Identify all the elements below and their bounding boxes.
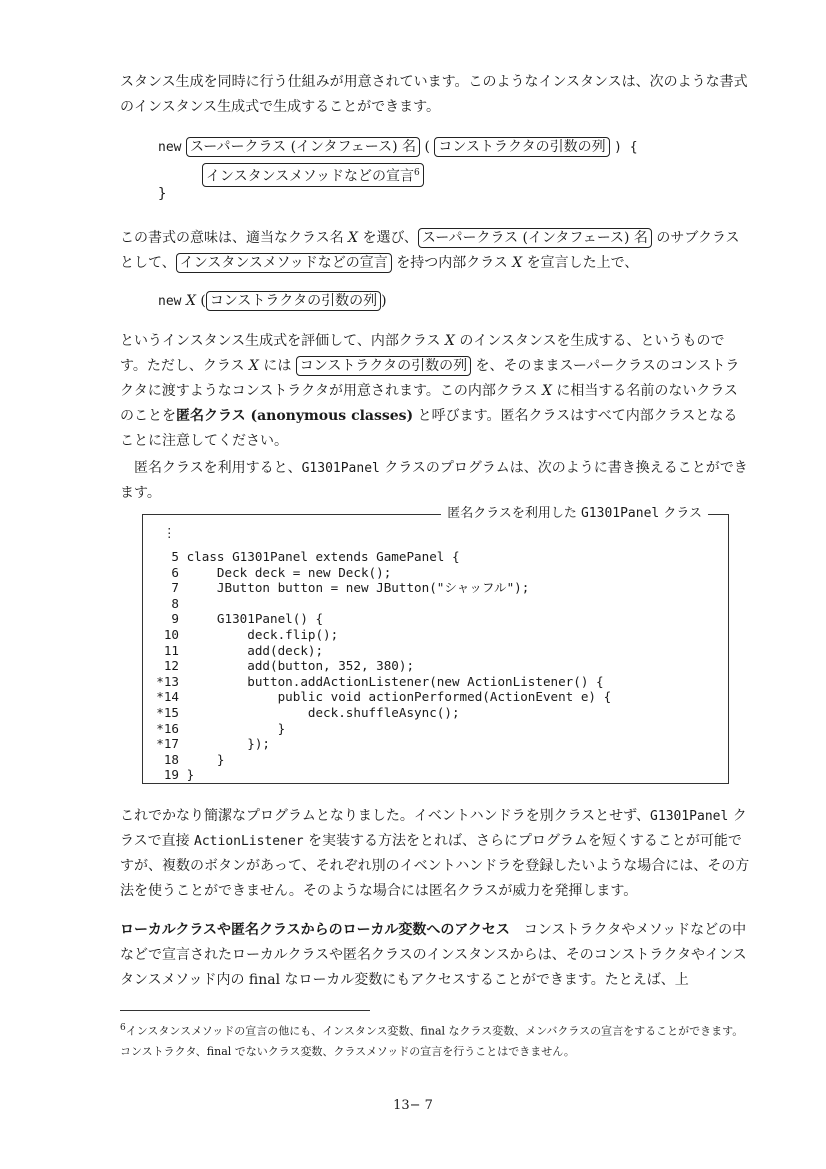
code-line (143, 611, 323, 627)
code-line (143, 736, 270, 752)
code-line-number: 9 (171, 611, 179, 627)
code-line-text: deck.flip(); (179, 627, 339, 642)
code-line-number: *16 (156, 720, 179, 736)
placeholder-args-inline: コンストラクタの引数の列 (296, 356, 471, 376)
code-line-number: 5 (171, 549, 179, 564)
paragraph-meaning: この書式の意味は、適当なクラス名 X を選び、 スーパークラス (インタフェース) 名 のサブクラスとして、 インスタンスメソッドなどの宣言 を持つ内部クラス X を宣言した上で、 (120, 230, 740, 271)
placeholder-args-2: コンストラクタの引数の列 (206, 291, 381, 311)
code-line-text: Deck deck = new Deck(); (179, 564, 392, 580)
code-line-text: add(button, 352, 380); (179, 658, 415, 674)
open-paren: ( (424, 139, 430, 155)
code-line-text: } (179, 720, 286, 736)
code-line-number: *17 (156, 736, 179, 752)
paragraph-anonymous-definition: というインスタンス生成式を評価して、内部クラス X のインスタンスを生成する、というものです。ただし、クラス X には コンストラクタの引数の列 を、そのままスーパークラスのコンストラクタに渡すようなコンストラクタが用意されます。この内部クラス X に相当する名前のないクラスのことを匿名クラス (anonymous classes) と呼びます。匿名クラスはすべて内部クラスとなることに注意してください。 (120, 333, 740, 449)
footnote-mark: 6 (414, 168, 420, 178)
syntax-closing-brace: } (158, 186, 167, 202)
code-line-number: 6 (171, 564, 179, 580)
code-line (143, 565, 391, 581)
code-line (143, 580, 529, 596)
code-line-text: deck.shuffleAsync(); (179, 705, 460, 720)
code-listing-box (142, 506, 729, 784)
paragraph-rewrite-intro: 匿名クラスを利用すると、G1301Panel クラスのプログラムは、次のように書き換えることができます。 (120, 460, 748, 501)
code-line (143, 627, 338, 643)
syntax-new-x: new X ( コンストラクタの引数の列 ) (158, 293, 387, 309)
code-line-text: class G1301Panel extends GamePanel { (179, 549, 460, 564)
code-line-number: 18 (163, 751, 179, 767)
code-vdots: ⋮ (163, 525, 176, 540)
code-line (143, 549, 460, 565)
code-line-number: *13 (156, 673, 179, 689)
code-line (143, 767, 194, 783)
code-line-text: } (179, 767, 195, 783)
code-line-number: *15 (156, 705, 179, 720)
code-line-text: public void actionPerformed(ActionEvent e) { (179, 689, 612, 705)
code-line-number: 11 (163, 642, 179, 658)
placeholder-args: コンストラクタの引数の列 (434, 137, 609, 157)
code-line-text (179, 596, 187, 611)
keyword-new: new (158, 140, 182, 155)
syntax-line-1 (158, 137, 638, 157)
code-line (143, 596, 187, 612)
footnote: $^6$インスタンスメソッドの宣言の他にも、インスタンス変数、final なクラス変数、メンバクラスの宣言をすることができます。コンストラクタ、final でないクラス変数、クラスメソッドの宣言を行うことはできません。 (120, 1023, 744, 1058)
code-line (143, 643, 323, 659)
code-line-text: } (179, 751, 225, 767)
code-line-number: 10 (163, 627, 179, 642)
code-line-text: JButton button = new JButton("シャッフル"); (179, 580, 530, 596)
code-listing-title: 匿名クラスを利用した G1301Panel クラス (441, 506, 708, 522)
placeholder-decl: インスタンスメソッドなどの宣言$^6$ (202, 163, 424, 187)
code-line (143, 752, 225, 768)
paragraph-conclusion: これでかなり簡潔なプログラムとなりました。イベントハンドラを別クラスとせず、G1301Panel クラスで直接 ActionListener を実装する方法をとれば、さらにプログラムを短くすることが可能ですが、複数のボタンがあって、それぞれ別のイベントハンドラを登録したいような場合には、その方法を使うことができません。そのような場合には匿名クラスが威力を発揮します。 (120, 808, 750, 899)
code-line (143, 721, 285, 737)
term-anonymous-classes: 匿名クラス (anonymous classes) (176, 408, 414, 424)
section-heading: ローカルクラスや匿名クラスからのローカル変数へのアクセス (120, 922, 510, 938)
syntax-line-2 (202, 163, 424, 187)
code-line-number: 7 (171, 580, 179, 596)
placeholder-superclass-inline: スーパークラス (インタフェース) 名 (418, 228, 652, 248)
code-line (143, 689, 611, 705)
paragraph-intro: スタンス生成を同時に行う仕組みが用意されています。このようなインスタンスは、次のような書式のインスタンス生成式で生成することができます。 (120, 74, 748, 115)
placeholder-decl-inline: インスタンスメソッドなどの宣言 (176, 253, 392, 273)
code-line (143, 674, 604, 690)
code-line (143, 705, 460, 721)
page-number: 13− 7 (393, 1098, 433, 1113)
code-line-number: 19 (163, 767, 179, 783)
code-line-number: *14 (156, 689, 179, 705)
code-line (143, 658, 414, 674)
code-line-text: button.addActionListener(new ActionListener() { (179, 673, 604, 689)
code-line-text: add(deck); (179, 642, 324, 658)
placeholder-superclass: スーパークラス (インタフェース) 名 (186, 137, 420, 157)
code-line-text: G1301Panel() { (179, 611, 324, 627)
close-paren-brace: ) { (614, 140, 638, 155)
code-line-text: }); (179, 736, 270, 752)
code-line-number: 12 (163, 658, 179, 674)
footnote-rule (120, 1010, 370, 1011)
code-line-number: 8 (171, 595, 179, 611)
paragraph-local-variable-access: ローカルクラスや匿名クラスからのローカル変数へのアクセス コンストラクタやメソッドなどの中などで宣言されたローカルクラスや匿名クラスのインスタンスからは、そのコンストラクタやインスタンスメソッド内の final なローカル変数にもアクセスすることができます。たとえば、上 (120, 922, 747, 988)
